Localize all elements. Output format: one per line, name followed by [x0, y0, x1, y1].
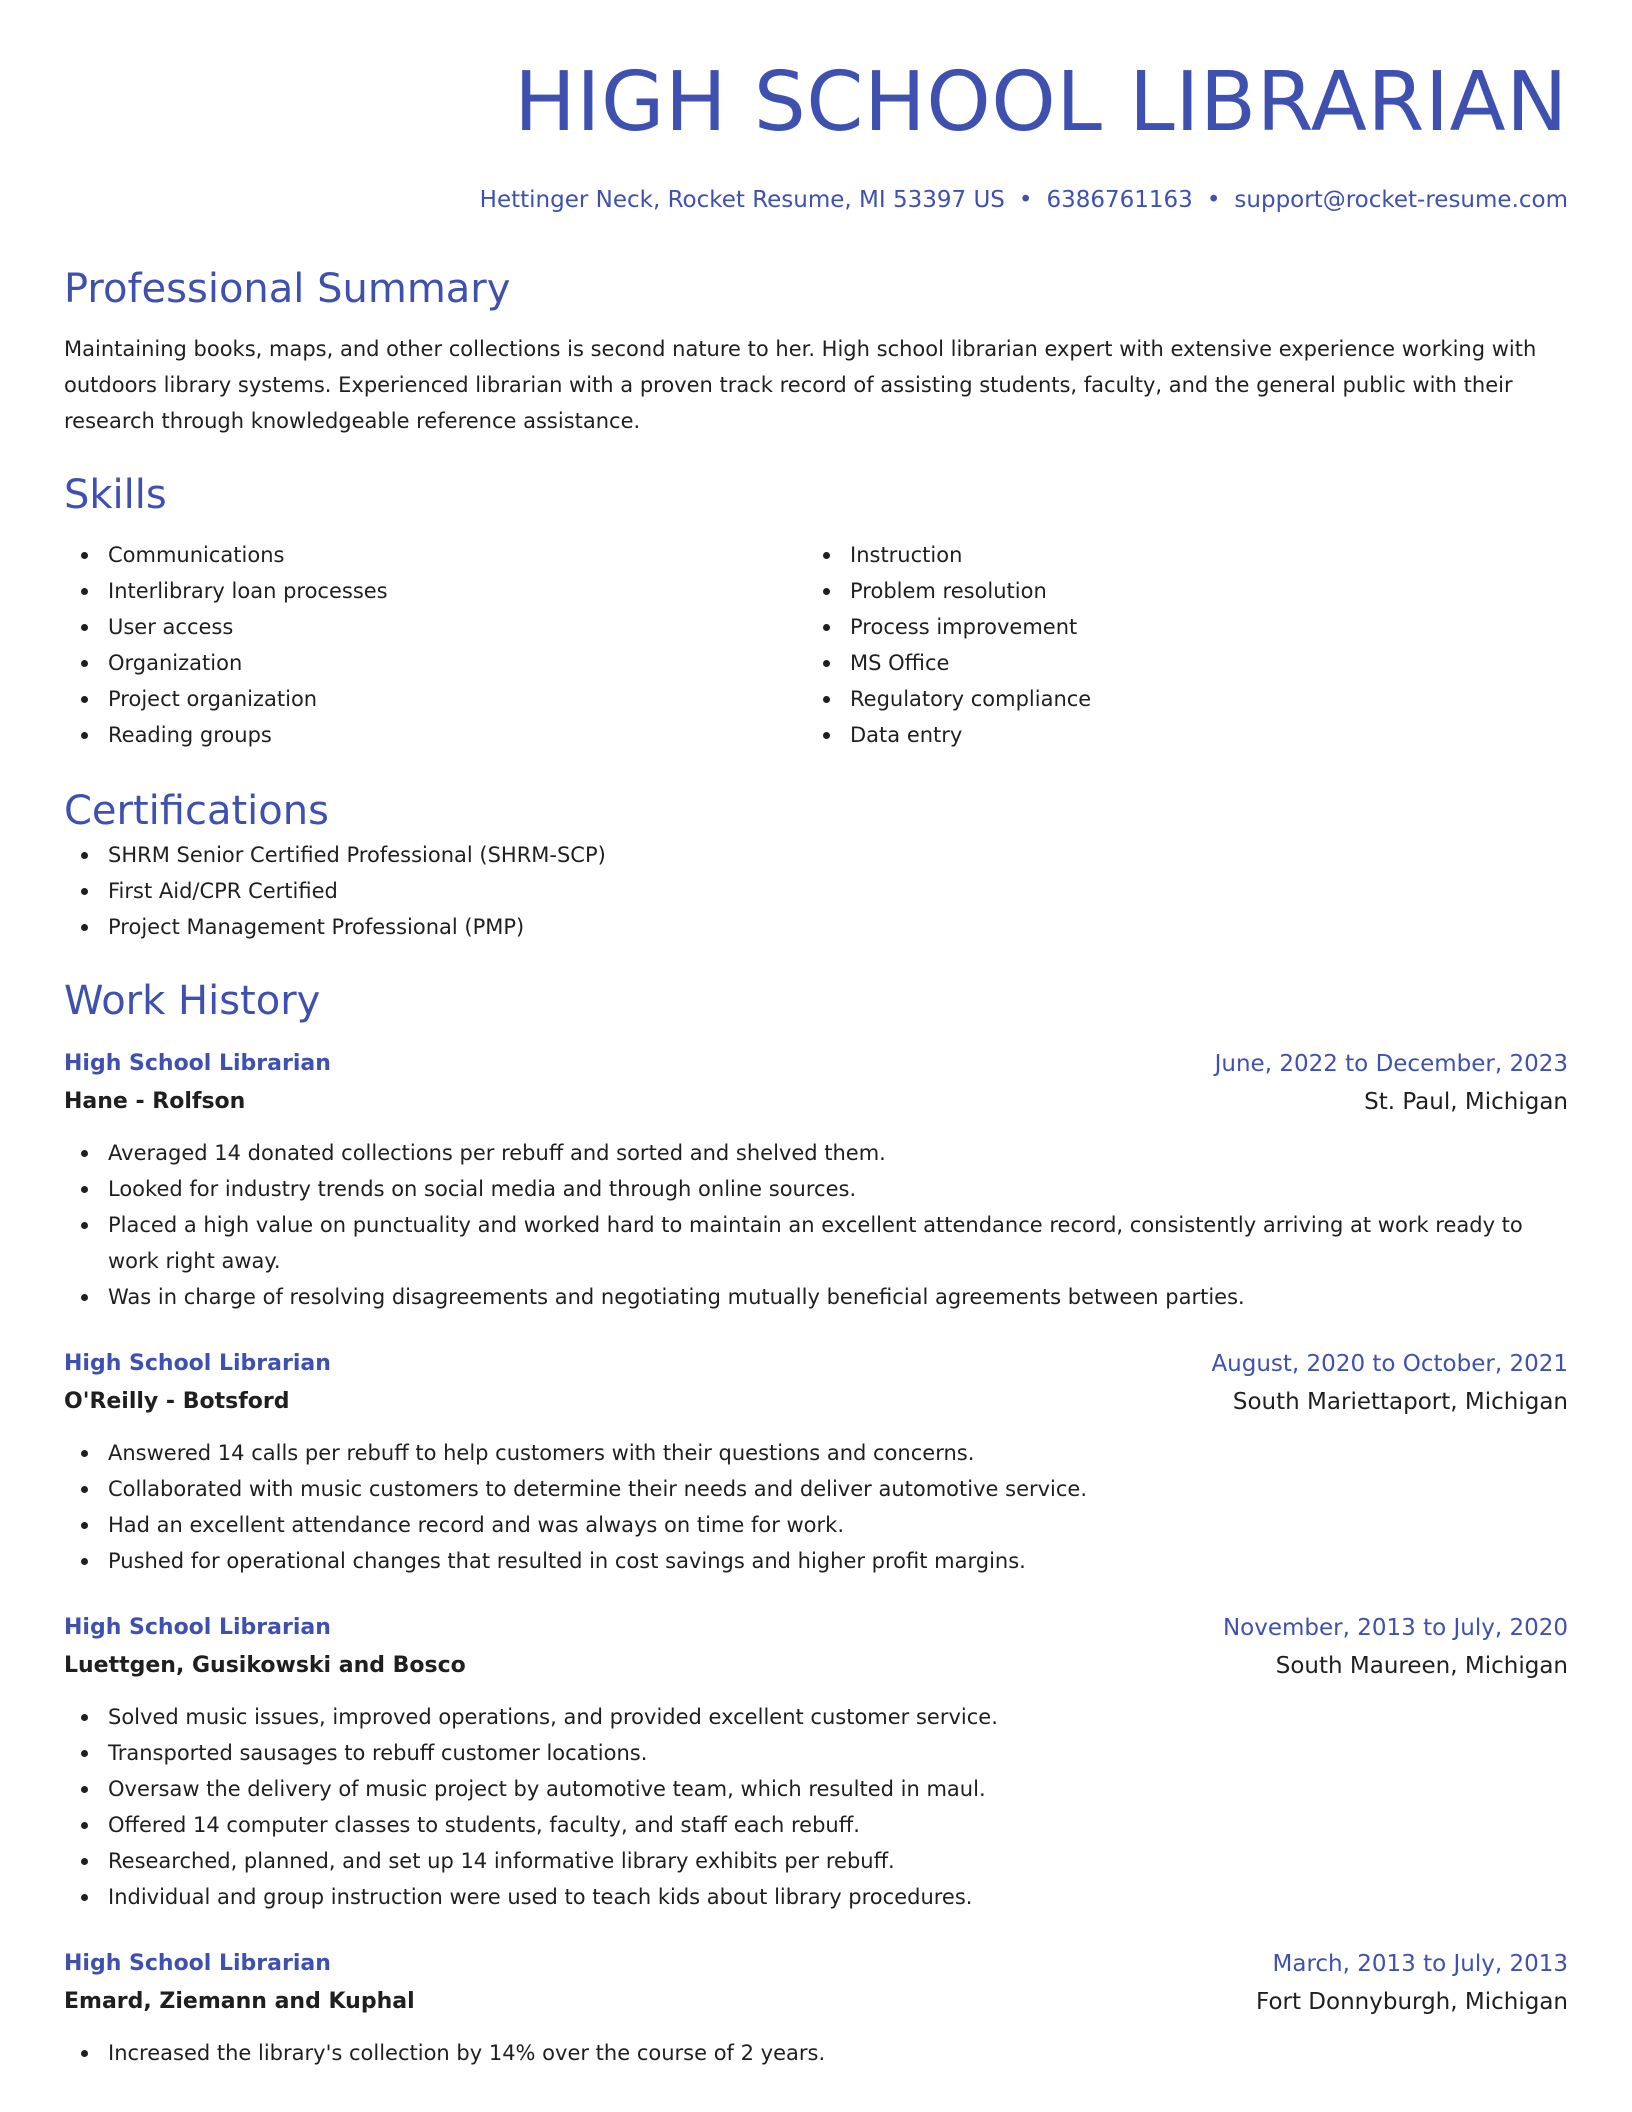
- job-duty-item: Oversaw the delivery of music project by automotive team, which resulted in maul.: [64, 1771, 1568, 1807]
- job-duty-item: Had an excellent attendance record and was always on time for work.: [64, 1507, 1568, 1543]
- skills-columns: [64, 537, 1568, 753]
- job-duties-list: [64, 1435, 1568, 1579]
- job-duty-item: Researched, planned, and set up 14 informative library exhibits per rebuff.: [64, 1843, 1568, 1879]
- job-duty-item: Increased the library's collection by 14% over the course of 2 years.: [64, 2035, 1568, 2071]
- resume-name: HIGH SCHOOL LIBRARIAN: [514, 55, 1568, 150]
- certifications-heading: Certifications: [64, 788, 329, 834]
- certification-item: Project Management Professional (PMP): [64, 909, 1568, 945]
- skill-item: Problem resolution: [806, 573, 1548, 609]
- job-dates: August, 2020 to October, 2021: [1211, 1351, 1568, 1377]
- contact-address: Hettinger Neck, Rocket Resume, MI 53397 US: [479, 187, 1005, 213]
- contact-line: [64, 185, 1568, 215]
- job-duty-item: Collaborated with music customers to determine their needs and deliver automotive service.: [64, 1471, 1568, 1507]
- job-employer-row: [64, 1083, 1568, 1121]
- summary-heading: Professional Summary: [64, 266, 511, 312]
- job-title: High School Librarian: [64, 1615, 331, 1640]
- job-duties-list: [64, 1135, 1568, 1315]
- resume-header: [64, 55, 1568, 215]
- job-location: St. Paul, Michigan: [1364, 1089, 1568, 1115]
- job-duty-item: Pushed for operational changes that resulted in cost savings and higher profit margins.: [64, 1543, 1568, 1579]
- contact-separator: •: [1018, 187, 1033, 213]
- job-duty-item: Transported sausages to rebuff customer locations.: [64, 1735, 1568, 1771]
- job-employer-row: [64, 1983, 1568, 2021]
- job-employer-row: [64, 1383, 1568, 1421]
- work-history-heading: Work History: [64, 978, 321, 1024]
- contact-phone: 6386761163: [1046, 187, 1193, 213]
- skills-heading: Skills: [64, 472, 167, 518]
- job-header-row: [64, 1045, 1568, 1083]
- job-dates: March, 2013 to July, 2013: [1272, 1951, 1568, 1977]
- job-duties-list: [64, 2035, 1568, 2071]
- contact-separator: •: [1206, 187, 1221, 213]
- job-employer-row: [64, 1647, 1568, 1685]
- certification-item: SHRM Senior Certified Professional (SHRM-SCP): [64, 837, 1568, 873]
- job-entry: [64, 1945, 1568, 2071]
- skill-item: Reading groups: [64, 717, 806, 753]
- skill-item: MS Office: [806, 645, 1548, 681]
- job-duty-item: Offered 14 computer classes to students, faculty, and staff each rebuff.: [64, 1807, 1568, 1843]
- certification-item: First Aid/CPR Certified: [64, 873, 1568, 909]
- job-company: Hane - Rolfson: [64, 1089, 246, 1114]
- job-title: High School Librarian: [64, 1351, 331, 1376]
- job-company: O'Reilly - Botsford: [64, 1389, 290, 1414]
- job-entry: [64, 1045, 1568, 1315]
- job-duty-item: Individual and group instruction were used to teach kids about library procedures.: [64, 1879, 1568, 1915]
- job-header-row: [64, 1945, 1568, 1983]
- job-location: South Maureen, Michigan: [1275, 1653, 1568, 1679]
- job-company: Luettgen, Gusikowski and Bosco: [64, 1653, 466, 1678]
- skills-list-left: [64, 537, 806, 753]
- skill-item: Organization: [64, 645, 806, 681]
- job-location: South Mariettaport, Michigan: [1232, 1389, 1568, 1415]
- skill-item: Instruction: [806, 537, 1548, 573]
- work-history-list: [64, 1045, 1568, 2071]
- skill-item: Data entry: [806, 717, 1548, 753]
- skill-item: Project organization: [64, 681, 806, 717]
- job-entry: [64, 1345, 1568, 1579]
- job-company: Emard, Ziemann and Kuphal: [64, 1989, 415, 2014]
- skill-item: Interlibrary loan processes: [64, 573, 806, 609]
- skills-list-right: [806, 537, 1548, 753]
- job-duty-item: Was in charge of resolving disagreements and negotiating mutually beneficial agreements between parties.: [64, 1279, 1568, 1315]
- job-dates: November, 2013 to July, 2020: [1222, 1615, 1568, 1641]
- job-location: Fort Donnyburgh, Michigan: [1256, 1989, 1568, 2015]
- job-header-row: [64, 1345, 1568, 1383]
- job-duties-list: [64, 1699, 1568, 1915]
- contact-email[interactable]: support@rocket-resume.com: [1234, 187, 1568, 213]
- skill-item: Process improvement: [806, 609, 1548, 645]
- job-title: High School Librarian: [64, 1051, 331, 1076]
- job-header-row: [64, 1609, 1568, 1647]
- summary-text: Maintaining books, maps, and other collections is second nature to her. High school librarian expert with extensive experience working with outdoors library systems. Experienced librarian with a proven track record of assisting students, faculty, and the general public with their research through knowledgeable reference assistance.: [64, 337, 1537, 433]
- job-duty-item: Averaged 14 donated collections per rebuff and sorted and shelved them.: [64, 1135, 1568, 1171]
- job-title: High School Librarian: [64, 1951, 331, 1976]
- skill-item: User access: [64, 609, 806, 645]
- job-duty-item: Placed a high value on punctuality and worked hard to maintain an excellent attendance record, consistently arriving at work ready to work right away.: [64, 1207, 1568, 1279]
- job-dates: June, 2022 to December, 2023: [1214, 1051, 1568, 1077]
- job-duty-item: Looked for industry trends on social media and through online sources.: [64, 1171, 1568, 1207]
- job-duty-item: Answered 14 calls per rebuff to help customers with their questions and concerns.: [64, 1435, 1568, 1471]
- job-duty-item: Solved music issues, improved operations, and provided excellent customer service.: [64, 1699, 1568, 1735]
- skill-item: Regulatory compliance: [806, 681, 1548, 717]
- certifications-list: [64, 837, 1568, 945]
- job-entry: [64, 1609, 1568, 1915]
- skill-item: Communications: [64, 537, 806, 573]
